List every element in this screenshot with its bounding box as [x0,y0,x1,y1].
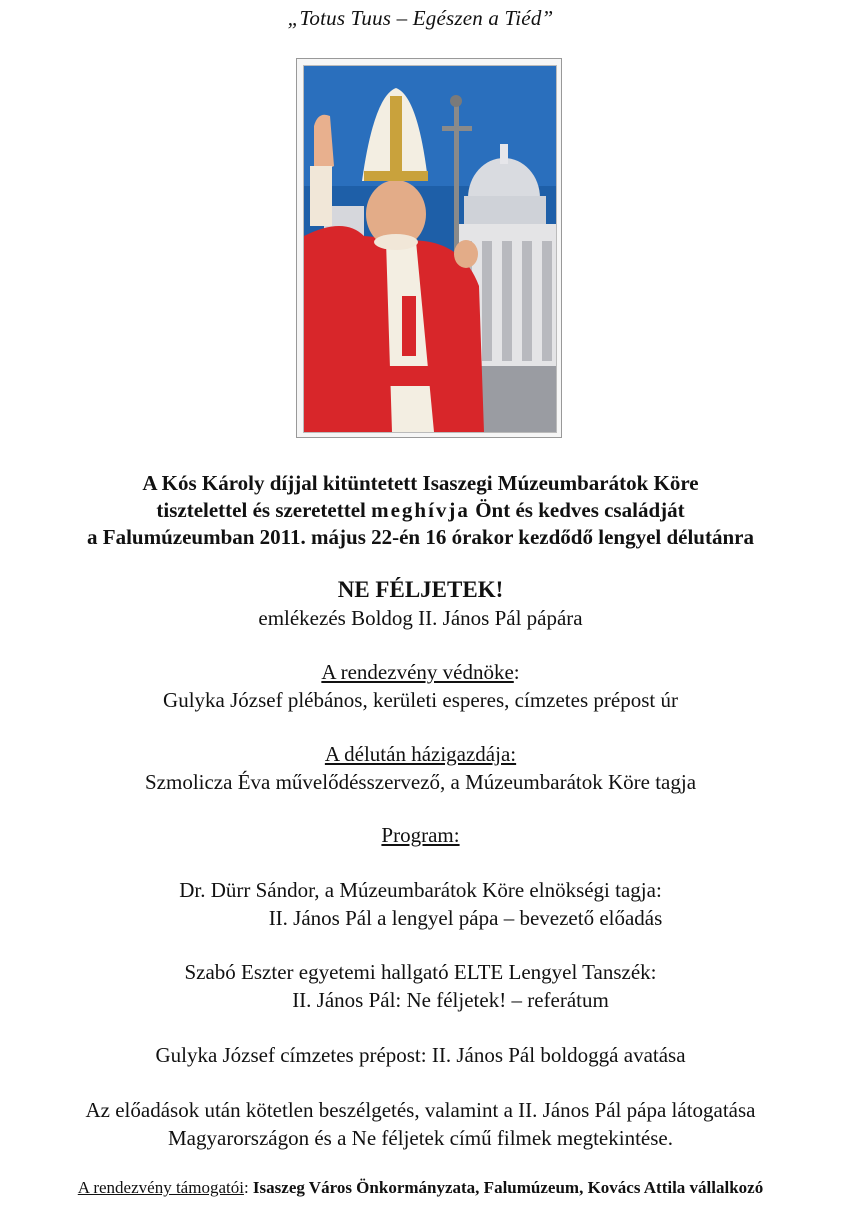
intro-line-2-end: Önt és kedves családját [469,498,685,522]
event-headline: NE FÉLJETEK! [337,577,504,602]
pope-photo [303,65,557,433]
invites-emphasis: meghívja [371,498,470,522]
event-subheadline: emlékezés Boldog II. János Pál pápára [258,606,583,630]
intro-line-3: a Falumúzeumban 2011. május 22-én 16 órakor kezdődő lengyel délutánra [87,525,754,549]
program-label: Program: [381,823,460,847]
photo-frame [296,58,562,438]
closing-line-1: Az előadások után kötetlen beszélgetés, valamint a II. János Pál pápa látogatása [85,1098,756,1122]
patron-label: A rendezvény védnöke [321,660,514,684]
supporters-footer [0,1178,841,1198]
supporters-names: Isaszeg Város Önkormányzata, Falumúzeum, Kovács Attila vállalkozó [252,1178,764,1197]
host-label: A délután házigazdája: [324,742,517,766]
supporters-label: A rendezvény támogatói [77,1178,244,1197]
supporters-colon: : [243,1178,253,1197]
intro-line-2-start: tisztelettel és szeretettel [156,498,372,522]
patron-section [0,658,841,714]
intro-line-1: A Kós Károly díjjal kitüntetett Isaszegi Múzeumbarátok Köre [142,471,699,495]
host-section [0,740,841,796]
program-item [0,958,841,1014]
closing-line-2: Magyarországon és a Ne féljetek című filmek megtekintése. [168,1126,673,1150]
event-title-block [0,576,841,632]
program-item [0,1041,841,1069]
program-speaker: Gulyka József címzetes prépost: II. János Pál boldoggá avatása [155,1043,686,1067]
program-speaker: Dr. Dürr Sándor, a Múzeumbarátok Köre elnökségi tagja: [179,878,662,902]
patron-name: Gulyka József plébános, kerületi esperes, címzetes prépost úr [163,688,678,712]
program-heading [0,821,841,849]
closing-text [0,1096,841,1152]
intro-line-2 [0,497,841,524]
patron-colon: : [513,660,520,684]
program-speaker: Szabó Eszter egyetemi hallgató ELTE Lengyel Tanszék: [184,960,657,984]
invitation-text [0,470,841,551]
program-title: II. János Pál: Ne féljetek! – referátum [292,988,609,1012]
program-item [0,876,841,932]
host-name: Szmolicza Éva művelődésszervező, a Múzeumbarátok Köre tagja [144,770,697,794]
patron-heading [0,658,841,686]
motto: „Totus Tuus – Egészen a Tiéd” [287,6,554,30]
program-title: II. János Pál a lengyel pápa – bevezető előadás [268,906,663,930]
